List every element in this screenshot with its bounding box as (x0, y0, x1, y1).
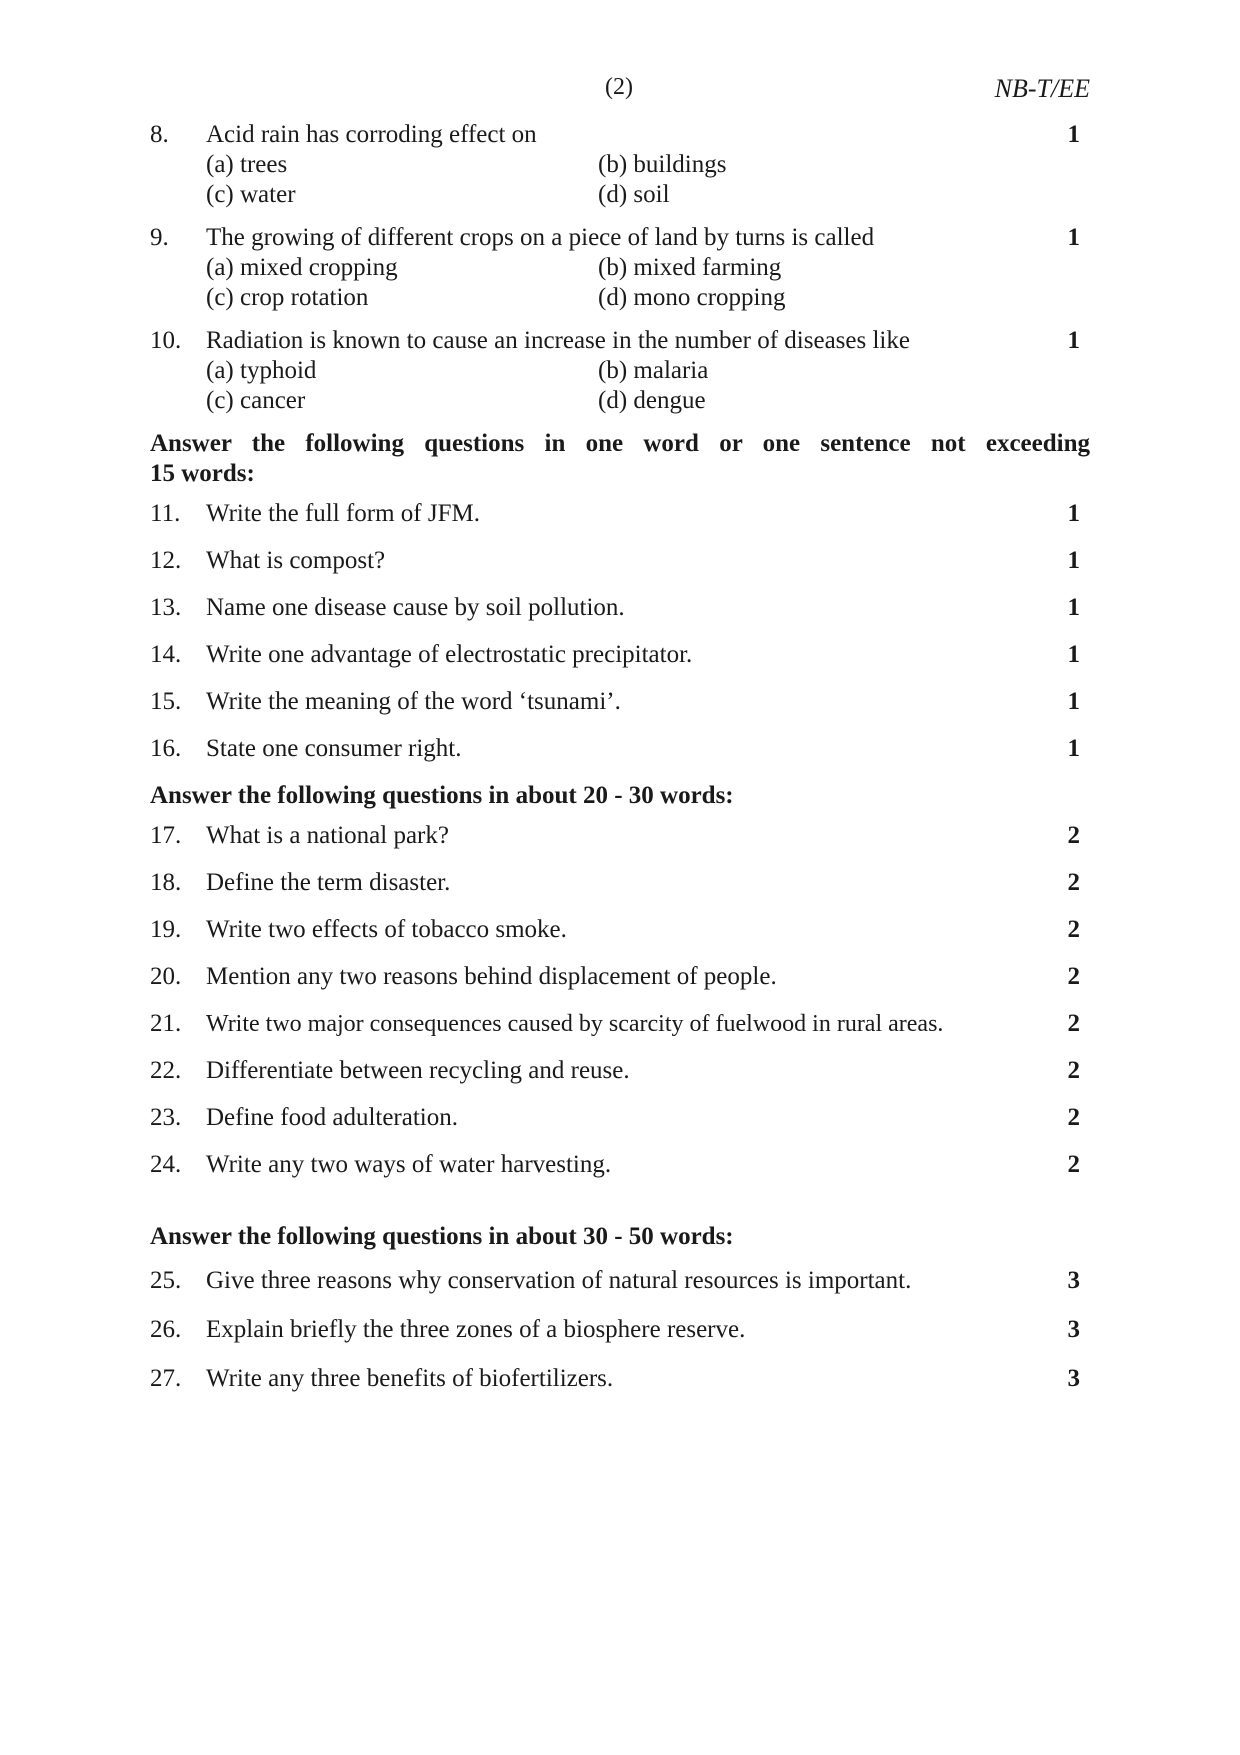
question-text: Write any three benefits of biofertilizers. (206, 1365, 614, 1392)
question-number: 22. (150, 1057, 182, 1084)
paper-code: NB-T/EE (994, 74, 1090, 103)
option-d: (d) dengue (598, 387, 706, 414)
question-9 (150, 223, 1090, 313)
question-number: 8. (150, 121, 169, 148)
page-header (150, 60, 1090, 120)
question-text: Write the full form of JFM. (206, 500, 480, 527)
question-text: Acid rain has corroding effect on (206, 121, 537, 148)
question-21 (150, 1009, 1090, 1039)
question-marks: 1 (1067, 547, 1080, 574)
option-c: (c) crop rotation (206, 284, 369, 311)
question-marks: 1 (1067, 735, 1080, 762)
question-number: 21. (150, 1010, 182, 1037)
question-text: Write the meaning of the word ‘tsunami’. (206, 688, 621, 715)
question-24 (150, 1150, 1090, 1180)
question-marks: 2 (1067, 1151, 1080, 1178)
option-a: (a) typhoid (206, 357, 317, 384)
question-text: Mention any two reasons behind displacement of people. (206, 963, 777, 990)
question-27 (150, 1364, 1090, 1394)
question-number: 25. (150, 1267, 182, 1294)
question-marks: 2 (1067, 822, 1080, 849)
question-marks: 2 (1067, 1104, 1080, 1131)
question-marks: 2 (1067, 1057, 1080, 1084)
question-text: What is compost? (206, 547, 386, 574)
question-text: Write two effects of tobacco smoke. (206, 916, 567, 943)
section-instruction-20-30: Answer the following questions in about 20 - 30 words: (150, 782, 734, 809)
question-marks: 1 (1067, 121, 1080, 148)
question-number: 9. (150, 224, 169, 251)
question-15 (150, 687, 1090, 717)
option-c: (c) cancer (206, 387, 306, 414)
question-text: Define the term disaster. (206, 869, 451, 896)
question-number: 13. (150, 594, 182, 621)
question-17 (150, 821, 1090, 851)
question-25 (150, 1266, 1090, 1296)
question-text: Differentiate between recycling and reuse. (206, 1057, 630, 1084)
question-marks: 1 (1067, 224, 1080, 251)
section-instruction-one-word: Answer the following questions in one word or one sentence not exceeding (150, 430, 1090, 457)
question-text: Write one advantage of electrostatic precipitator. (206, 641, 693, 668)
option-a: (a) trees (206, 151, 288, 178)
question-marks: 2 (1067, 869, 1080, 896)
question-16 (150, 734, 1090, 764)
question-10 (150, 326, 1090, 416)
question-number: 23. (150, 1104, 182, 1131)
question-19 (150, 915, 1090, 945)
option-b: (b) mixed farming (598, 254, 782, 281)
options-grid (206, 253, 1090, 313)
option-d: (d) soil (598, 181, 670, 208)
question-marks: 1 (1067, 327, 1080, 354)
question-23 (150, 1103, 1090, 1133)
question-13 (150, 593, 1090, 623)
question-text: Name one disease cause by soil pollution. (206, 594, 625, 621)
section-instruction-30-50: Answer the following questions in about 30 - 50 words: (150, 1223, 734, 1250)
question-text: State one consumer right. (206, 735, 462, 762)
page-number: (2) (605, 74, 633, 100)
option-c: (c) water (206, 181, 296, 208)
question-marks: 3 (1067, 1267, 1080, 1294)
question-marks: 1 (1067, 688, 1080, 715)
question-text: Radiation is known to cause an increase in the number of diseases like (206, 327, 910, 354)
option-a: (a) mixed cropping (206, 254, 398, 281)
question-number: 14. (150, 641, 182, 668)
question-text: Write any two ways of water harvesting. (206, 1151, 612, 1178)
question-12 (150, 546, 1090, 576)
question-number: 17. (150, 822, 182, 849)
options-grid (206, 356, 1090, 416)
question-8 (150, 120, 1090, 210)
question-marks: 2 (1067, 916, 1080, 943)
question-number: 11. (150, 500, 181, 527)
option-d: (d) mono cropping (598, 284, 786, 311)
question-marks: 1 (1067, 500, 1080, 527)
question-number: 10. (150, 327, 182, 354)
question-marks: 1 (1067, 641, 1080, 668)
question-text: Define food adulteration. (206, 1104, 458, 1131)
exam-page (150, 60, 1090, 1411)
question-text: Explain briefly the three zones of a biosphere reserve. (206, 1316, 746, 1343)
section-instruction-one-word-cont: 15 words: (150, 460, 255, 487)
question-26 (150, 1315, 1090, 1345)
question-number: 15. (150, 688, 182, 715)
question-20 (150, 962, 1090, 992)
question-marks: 3 (1067, 1316, 1080, 1343)
question-text: What is a national park? (206, 822, 449, 849)
question-number: 26. (150, 1316, 182, 1343)
question-marks: 3 (1067, 1365, 1080, 1392)
question-11 (150, 499, 1090, 529)
question-number: 20. (150, 963, 182, 990)
question-number: 12. (150, 547, 182, 574)
question-text: Give three reasons why conservation of natural resources is important. (206, 1267, 912, 1294)
question-number: 18. (150, 869, 182, 896)
question-22 (150, 1056, 1090, 1086)
option-b: (b) buildings (598, 151, 727, 178)
question-14 (150, 640, 1090, 670)
question-marks: 2 (1067, 1010, 1080, 1037)
question-marks: 2 (1067, 963, 1080, 990)
question-marks: 1 (1067, 594, 1080, 621)
question-number: 27. (150, 1365, 182, 1392)
question-number: 19. (150, 916, 182, 943)
question-text: Write two major consequences caused by scarcity of fuelwood in rural areas. (206, 1011, 944, 1037)
options-grid (206, 150, 1090, 210)
question-18 (150, 868, 1090, 898)
option-b: (b) malaria (598, 357, 709, 384)
question-text: The growing of different crops on a piece of land by turns is called (206, 224, 875, 251)
question-number: 24. (150, 1151, 182, 1178)
question-number: 16. (150, 735, 182, 762)
